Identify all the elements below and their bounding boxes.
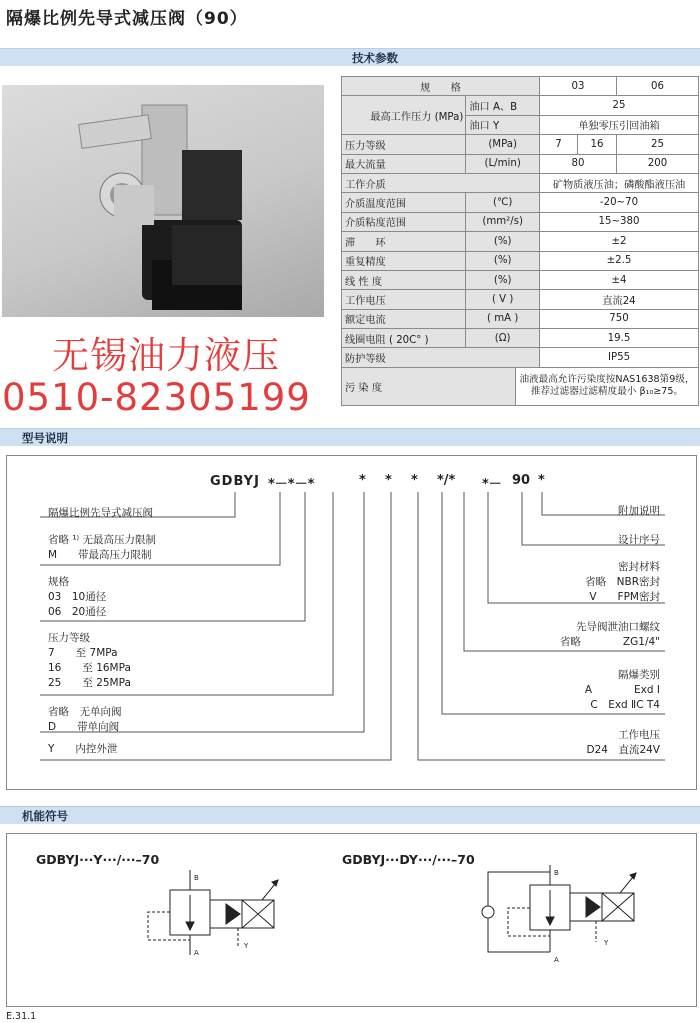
table-row: 重复精度 (%) ±2.5 xyxy=(342,251,699,270)
table-row: 介质粘度范围 (mm²/s) 15~380 xyxy=(342,212,699,231)
symbol-heading: 机能符号 xyxy=(22,809,68,823)
page-footer: E.31.1 xyxy=(6,1011,37,1022)
model-right-3: 密封材料 省略 NBR密封 V FPM密封 xyxy=(585,561,660,603)
port-a-label: A xyxy=(194,949,199,957)
symbol-title-right: GDBYJ···DY···/···–70 xyxy=(342,852,475,867)
model-left-4: 压力等级 7 至 7MPa 16 至 16MPa 25 至 25MPa xyxy=(48,632,131,689)
table-row: 工作电压 ( V ) 直流24 xyxy=(342,290,699,309)
table-row: 工作介质 矿物质液压油；磷酸酯液压油 xyxy=(342,173,699,192)
model-code-dashes: *－*－* xyxy=(268,477,315,492)
table-row: 最大流量 (L/min) 80 200 xyxy=(342,154,699,173)
model-left-5: 省略 无单向阀 D 带单向阀 xyxy=(48,706,122,733)
symbol-title-left: GDBYJ···Y···/···–70 xyxy=(36,852,160,867)
table-row: 滞 环 (%) ±2 xyxy=(342,232,699,251)
spec-table xyxy=(341,76,699,406)
table-row: 线 性 度 (%) ±4 xyxy=(342,270,699,289)
model-left-2: 省略 ¹⁾ 无最高压力限制 M 带最高压力限制 xyxy=(48,534,156,561)
spec-label: 规 格 xyxy=(342,77,540,96)
table-row: 介质温度范围 (℃) -20~70 xyxy=(342,193,699,212)
model-right-6: 工作电压 D24 直流24V xyxy=(586,729,660,756)
table-row: 压力等级 (MPa) 7 16 25 xyxy=(342,135,699,154)
port-b-label: B xyxy=(194,874,199,882)
model-heading: 型号说明 xyxy=(22,431,68,445)
model-right-2: 设计序号 xyxy=(618,534,660,546)
model-code: GDBYJ xyxy=(210,474,260,489)
port-a-label-2: A xyxy=(554,956,559,964)
model-left-1: 隔爆比例先导式减压阀 xyxy=(48,507,153,519)
table-row: 规 格 03 06 xyxy=(342,77,699,96)
symbol-section-bar xyxy=(0,806,700,824)
product-photo xyxy=(2,85,324,317)
model-right-1: 附加说明 xyxy=(618,505,660,517)
model-right-4: 先导阀泄油口螺纹 省略 ZG1/4" xyxy=(559,621,660,648)
port-b-label-2: B xyxy=(554,869,559,877)
table-row: 污 染 度 油液最高允许污染度按NAS1638第9级， 推荐过滤器过滤精度最小 β₁₀≥75。 xyxy=(342,367,699,405)
model-left-6: Y 内控外泄 xyxy=(48,743,118,755)
table-row: 线圈电阻 ( 20C° ) (Ω) 19.5 xyxy=(342,329,699,348)
spec-heading: 技术参数 xyxy=(352,51,398,65)
model-section-bar xyxy=(0,428,700,446)
hydraulic-symbols xyxy=(0,860,700,1000)
valve-image xyxy=(2,85,324,317)
brand-phone: 0510-82305199 xyxy=(2,376,311,419)
model-right-5: 隔爆类别 A Exd Ⅰ C Exd ⅡC T4 xyxy=(584,669,660,711)
model-code-tail: 90 xyxy=(512,473,531,488)
table-row: 油口 Y 单独零压引回油箱 xyxy=(342,115,699,134)
brand-name: 无锡油力液压 xyxy=(52,334,280,377)
table-row: 额定电流 ( mA ) 750 xyxy=(342,309,699,328)
port-y-label-2: Y xyxy=(604,939,609,947)
port-y-label: Y xyxy=(244,942,249,950)
table-row: 最高工作压力 (MPa) 油口 A、B 25 xyxy=(342,96,699,115)
spec-section-bar xyxy=(0,48,700,66)
page-title: 隔爆比例先导式减压阀（90） xyxy=(6,9,248,29)
table-row: 防护等级 IP55 xyxy=(342,348,699,367)
model-left-3: 规格 03 10通径 06 20通径 xyxy=(48,576,107,618)
